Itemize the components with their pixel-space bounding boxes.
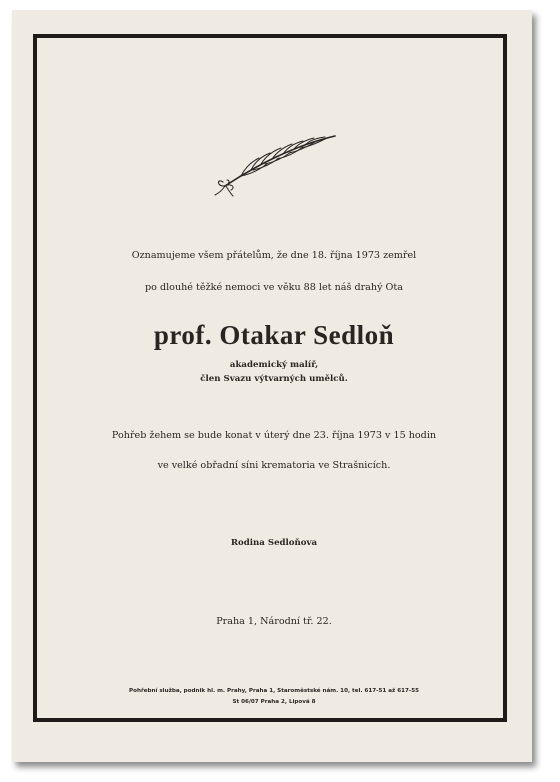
family-address: Praha 1, Národní tř. 22. <box>216 616 332 627</box>
announcement-line-2: po dlouhé těžké nemoci ve věku 88 let náš drahý Ota <box>145 282 403 293</box>
deceased-name: prof. Otakar Sedloň <box>153 320 395 350</box>
deceased-title-2: člen Svazu výtvarných umělců. <box>200 374 348 384</box>
funeral-service-footer-1: Pohřební služba, podnik hl. m. Prahy, Praha 1, Staroměstské nám. 10, tel. 617-51 až 617-55 <box>129 688 419 694</box>
deceased-title-1: akademický malíř, <box>229 360 319 370</box>
obituary-content <box>37 38 511 726</box>
black-border-frame <box>33 34 507 722</box>
funeral-line-1: Pohřeb žehem se bude konat v úterý dne 23. října 1973 v 15 hodin <box>111 430 437 441</box>
palm-branch-icon <box>207 128 347 198</box>
funeral-line-2: ve velké obřadní síni krematoria ve Strašnicích. <box>157 460 391 471</box>
funeral-service-footer-2: St 06/07 Praha 2, Lipová 8 <box>232 699 316 705</box>
announcement-line-1: Oznamujeme všem přátelům, že dne 18. října 1973 zemřel <box>131 250 417 261</box>
obituary-paper <box>12 10 532 762</box>
family-signature: Rodina Sedloňova <box>230 538 318 548</box>
